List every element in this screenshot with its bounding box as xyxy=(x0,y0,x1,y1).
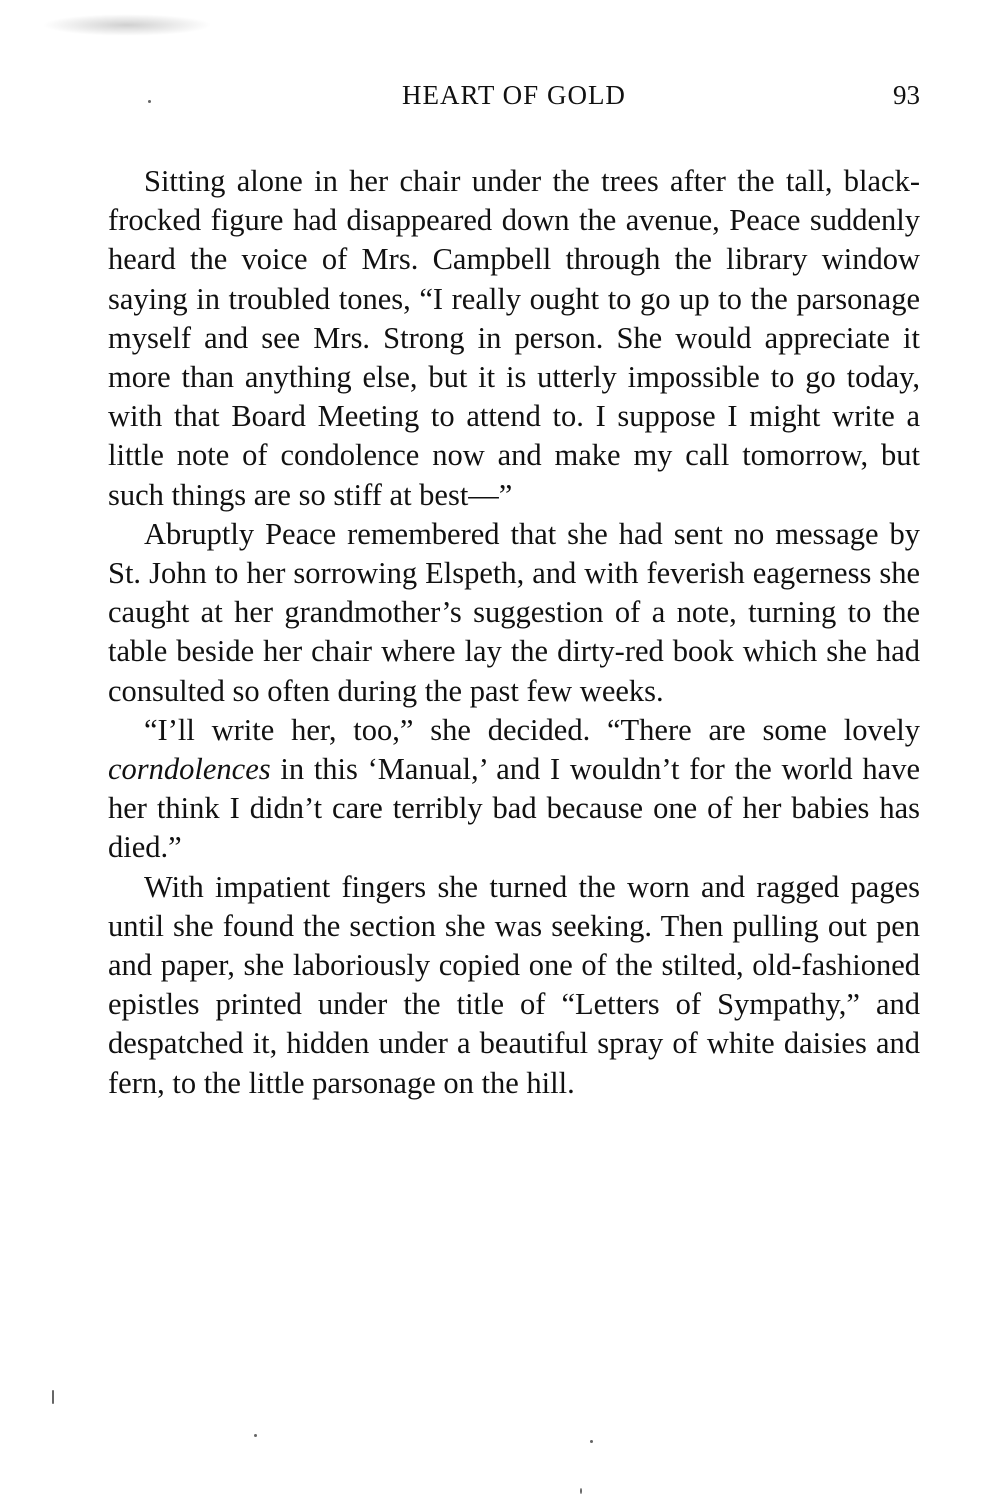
running-title: HEART OF GOLD xyxy=(402,80,626,110)
body-text xyxy=(108,162,920,1103)
scan-speck xyxy=(254,1434,257,1437)
paragraph-text: in this ‘Manual,’ and I wouldn’t for the world have her think I didn’t care terribly bad because one of her babies has died.” xyxy=(108,752,920,865)
paragraph xyxy=(108,711,920,868)
paragraph: With impatient fingers she turned the worn and ragged pages until she found the section she was seeking. Then pulling out pen and paper, she laboriously copied one of the stilted, old-fashioned epistles printed under the title of “Letters of Sympathy,” and despatched it, hidden under a beautiful spray of white daisies and fern, to the little parsonage on the hill. xyxy=(108,869,920,1100)
page-header xyxy=(108,80,920,120)
scan-smudge xyxy=(42,14,212,36)
italic-word: corndolences xyxy=(108,752,271,787)
scan-speck xyxy=(590,1440,593,1443)
scan-speck xyxy=(52,1390,54,1404)
paragraph-text: “I’ll write her, too,” she decided. “There are some lovely xyxy=(144,712,920,747)
page-number: 93 xyxy=(893,80,920,110)
paragraph: Abruptly Peace remembered that she had sent no message by St. John to her sorrowing Elspeth, and with feverish eagerness she caught at her grandmother’s suggestion of a note, turning to the table beside her chair where lay the dirty-red book which she had consulted so often during the past few weeks. xyxy=(108,516,920,708)
paragraph: Sitting alone in her chair under the trees after the tall, black-frocked figure had disappeared down the avenue, Peace suddenly heard the voice of Mrs. Campbell through the library window saying in troubled tones, “I really ought to go up to the parsonage myself and see Mrs. Strong in person. She would appreciate it more than anything else, but it is utterly impossible to go today, with that Board Meeting to attend to. I suppose I might write a little note of condolence now and make my call tomorrow, but such things are so stiff at best—” xyxy=(108,164,920,512)
scan-speck xyxy=(580,1488,582,1494)
